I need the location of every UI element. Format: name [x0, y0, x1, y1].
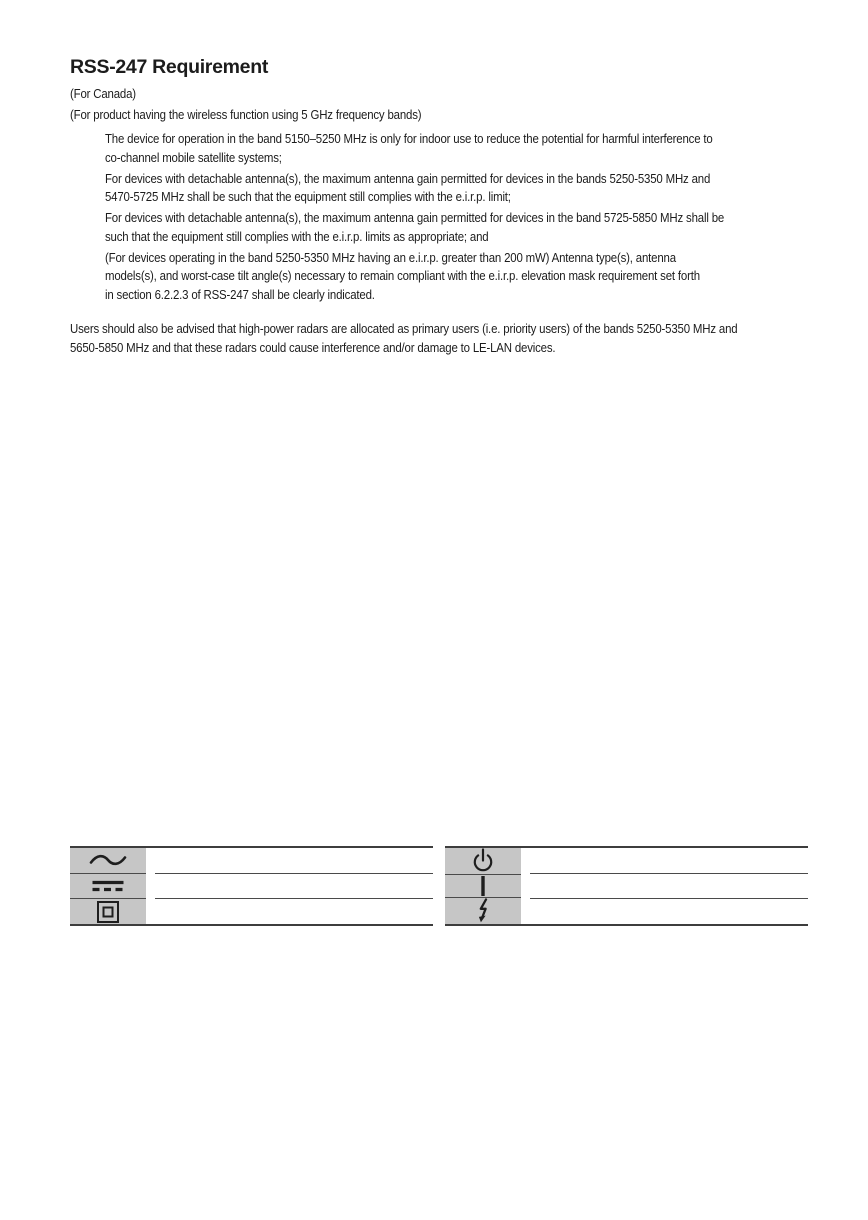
requirement-paragraph	[105, 249, 809, 305]
table-row-description-cell	[155, 848, 433, 873]
column-gap	[521, 848, 530, 924]
text-line: For devices with detachable antenna(s), the maximum antenna gain permitted for devices in the bands 5250-5350 MHz and	[105, 170, 711, 186]
text-line: in section 6.2.2.3 of RSS-247 shall be clearly indicated.	[105, 286, 375, 302]
table-row-symbol-cell	[445, 848, 521, 874]
text-line: Users should also be advised that high-power radars are allocated as primary users (i.e. priority users) of the bands 5250-5350 MHz and	[70, 321, 738, 336]
text-line: (For product having the wireless function using 5 GHz frequency bands)	[70, 107, 422, 122]
requirement-paragraph	[105, 170, 809, 207]
table-row-description-cell	[530, 873, 808, 899]
text-line: The device for operation in the band 5150–5250 MHz is only for indoor use to reduce the potential for harmful interference to	[105, 131, 713, 146]
radar-notice	[70, 320, 828, 357]
requirement-paragraph	[105, 209, 809, 246]
ac-power-icon	[88, 852, 128, 868]
power-on-icon	[478, 875, 488, 897]
description-column	[155, 848, 433, 924]
dc-power-icon	[91, 879, 125, 893]
for-canada-note	[70, 85, 145, 104]
description-column	[530, 848, 808, 924]
symbol-column	[445, 848, 521, 924]
for-product-note	[70, 106, 469, 125]
table-row-description-cell	[155, 873, 433, 899]
table-row-symbol-cell	[445, 897, 521, 924]
text-line: such that the equipment still complies with the e.i.r.p. limits as appropriate; and	[105, 228, 489, 244]
text-line: (For Canada)	[70, 86, 136, 101]
text-line: co-channel mobile satellite systems;	[105, 149, 282, 165]
table-row-symbol-cell	[70, 848, 146, 873]
text-line: models(s), and worst-case tilt angle(s) necessary to remain compliant with the e.i.r.p. elevation mask requirement set forth	[105, 268, 700, 283]
table-row-symbol-cell	[70, 873, 146, 899]
table-row-description-cell	[530, 848, 808, 873]
requirements-list	[105, 130, 809, 304]
dangerous-voltage-icon	[475, 898, 491, 924]
power-symbols-table-left	[70, 846, 433, 926]
class-ii-equipment-icon	[96, 900, 120, 924]
text-line: 5470-5725 MHz shall be such that the equipment still complies with the e.i.r.p. limit;	[105, 189, 511, 204]
standby-power-icon	[471, 848, 495, 874]
table-row-symbol-cell	[445, 874, 521, 897]
table-row-symbol-cell	[70, 898, 146, 924]
page-title: RSS-247 Requirement	[70, 56, 269, 78]
column-gap	[146, 848, 155, 924]
text-line: (For devices operating in the band 5250-5350 MHz having an e.i.r.p. greater than 200 mW) Antenna type(s), antenna	[105, 249, 676, 265]
text-line: For devices with detachable antenna(s), the maximum antenna gain permitted for devices in the band 5725-5850 MHz shall be	[105, 210, 725, 225]
requirement-paragraph	[105, 130, 809, 167]
text-line: 5650-5850 MHz and that these radars could cause interference and/or damage to LE-LAN devices.	[70, 339, 556, 355]
table-row-description-cell	[530, 898, 808, 924]
symbol-column	[70, 848, 146, 924]
power-symbols-table-right	[445, 846, 808, 926]
table-row-description-cell	[155, 898, 433, 924]
